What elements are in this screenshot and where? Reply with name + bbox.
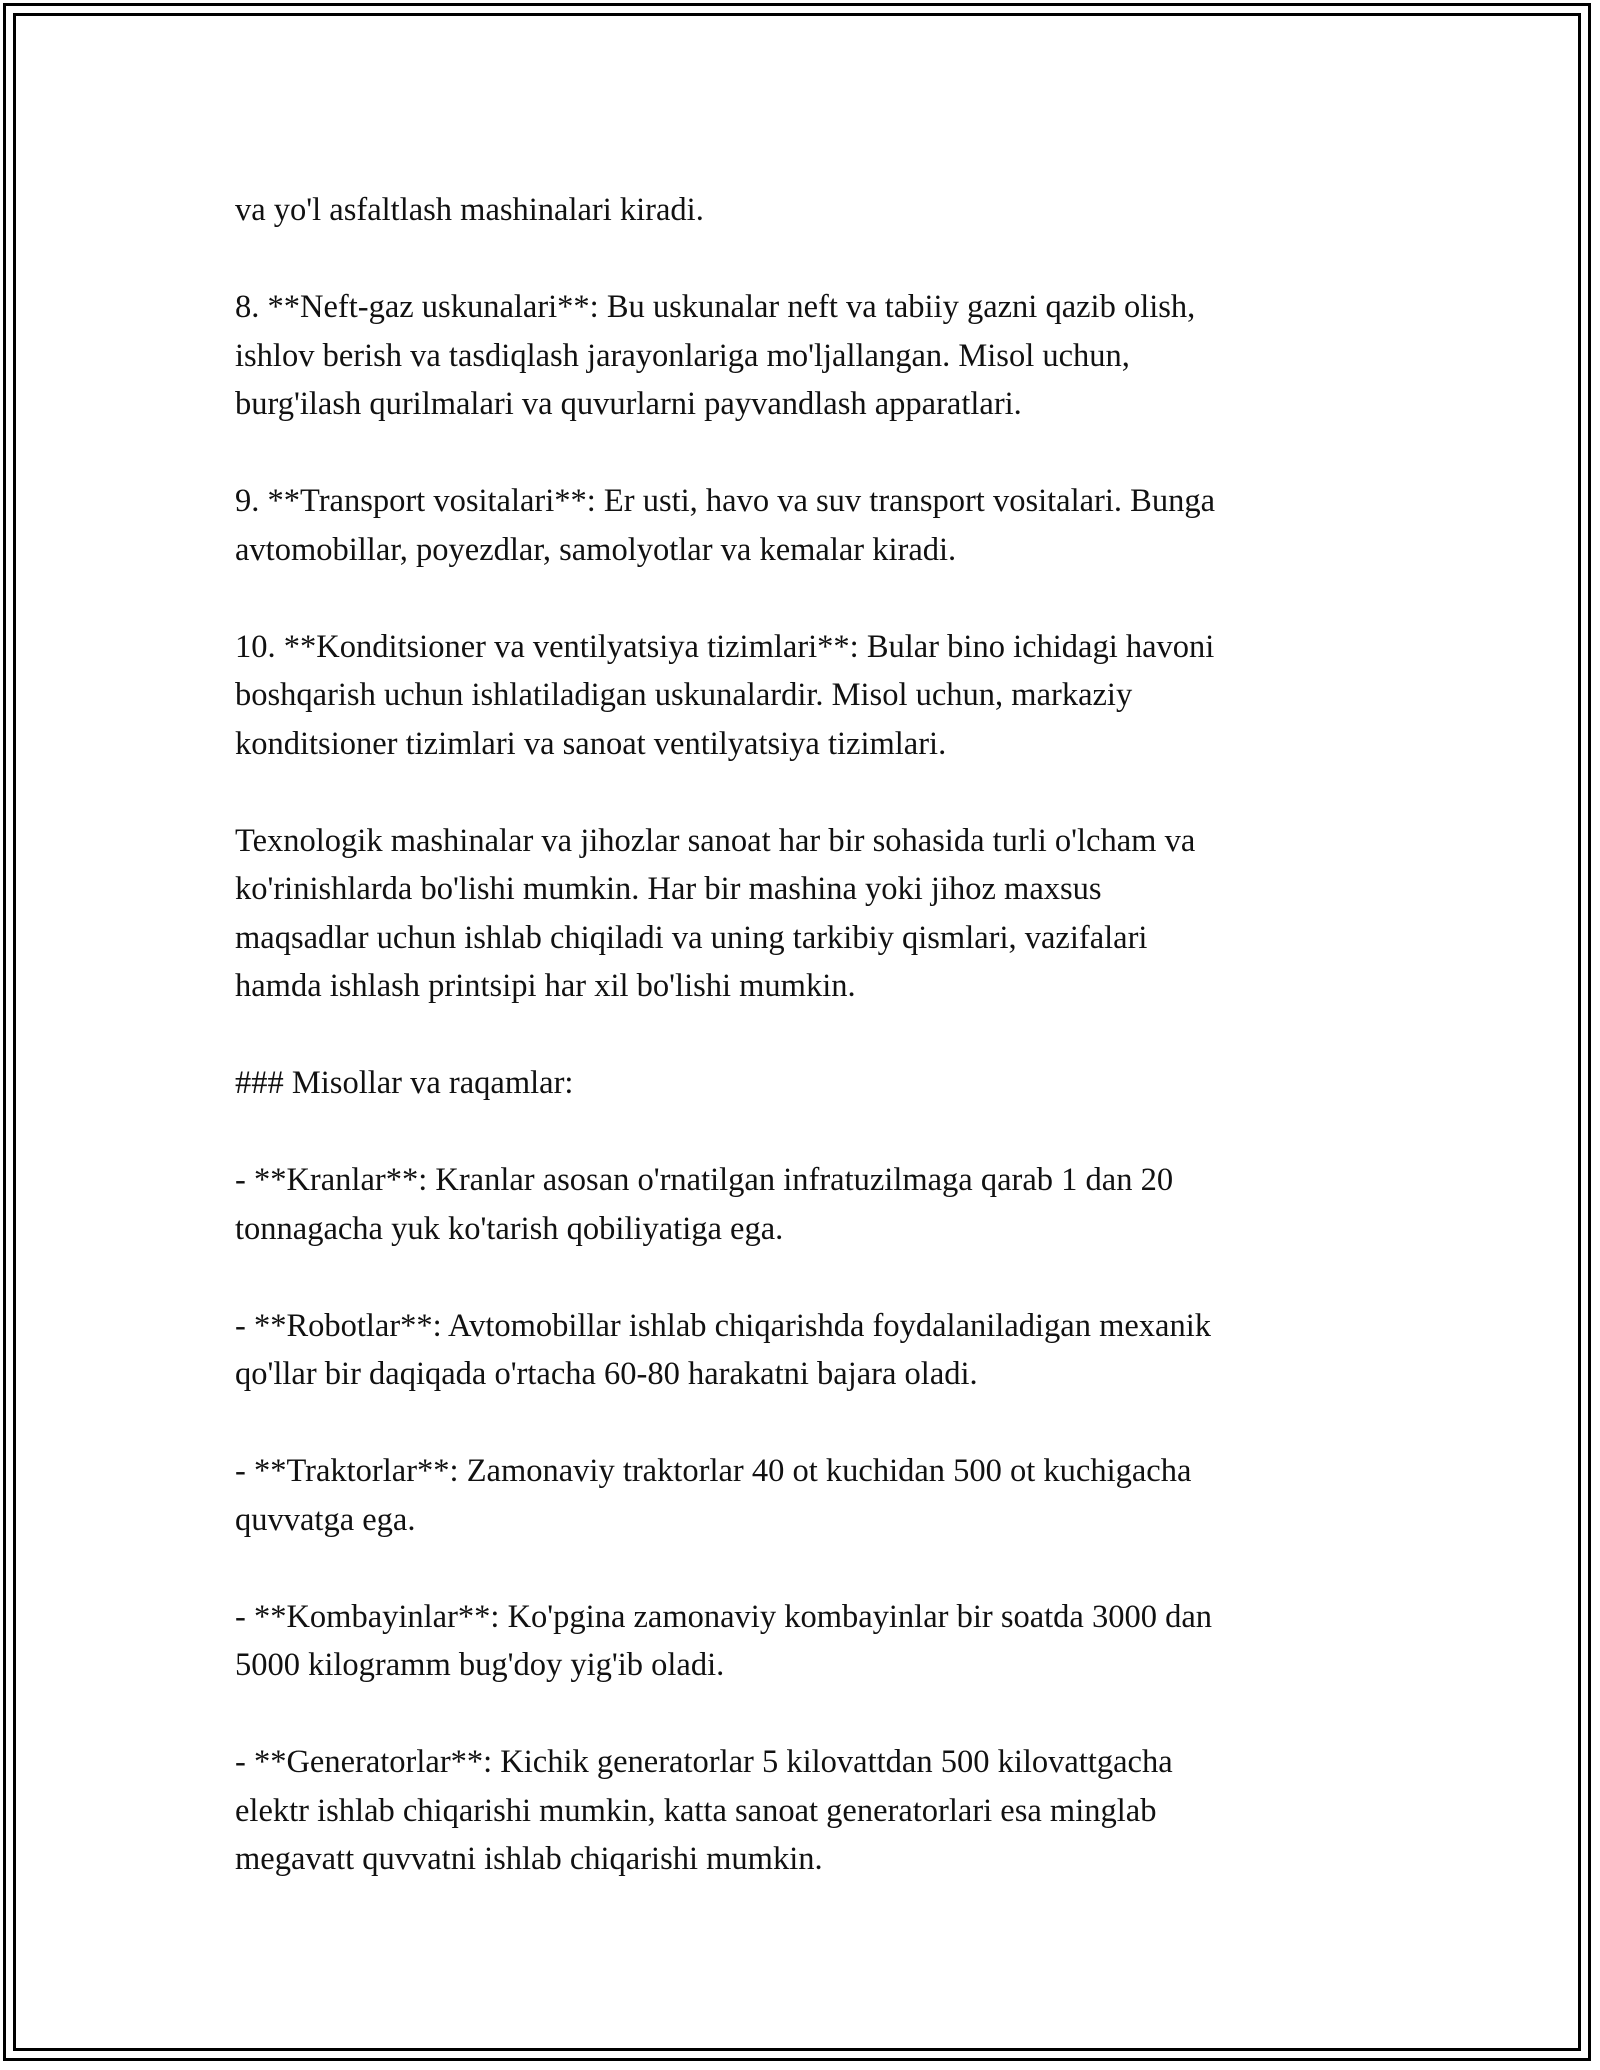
list-item-tractors — [235, 1447, 1365, 1544]
text-line: - **Generatorlar**: Kichik generatorlar 5 kilovattdan 500 kilovattgacha — [235, 1744, 1173, 1780]
text-line: hamda ishlash printsipi har xil bo'lishi mumkin. — [235, 968, 856, 1004]
section-heading — [235, 1059, 1365, 1108]
paragraph-item-10-hvac — [235, 623, 1365, 769]
text-line: ishlov berish va tasdiqlash jarayonlariga mo'ljallangan. Misol uchun, — [235, 337, 1130, 374]
text-line: 10. **Konditsioner va ventilyatsiya tizimlari**: Bular bino ichidagi havoni — [235, 628, 1215, 665]
list-item-combines — [235, 1593, 1365, 1690]
text-line: qo'llar bir daqiqada o'rtacha 60-80 harakatni bajara oladi. — [235, 1356, 978, 1392]
list-item-cranes — [235, 1156, 1365, 1253]
document-body — [235, 186, 1365, 1932]
text-line: tonnagacha yuk ko'tarish qobiliyatiga ega. — [235, 1210, 784, 1247]
text-line: boshqarish uchun ishlatiladigan uskunalardir. Misol uchun, markaziy — [235, 677, 1133, 713]
list-item-generators — [235, 1738, 1365, 1884]
text-line: - **Robotlar**: Avtomobillar ishlab chiqarishda foydalaniladigan mexanik — [235, 1307, 1211, 1344]
text-line: 9. **Transport vositalari**: Er usti, havo va suv transport vositalari. Bunga — [235, 483, 1215, 519]
text-line: elektr ishlab chiqarishi mumkin, katta sanoat generatorlari esa minglab — [235, 1792, 1157, 1829]
paragraph-intro-continuation — [235, 186, 1365, 235]
paragraph-summary — [235, 817, 1365, 1011]
text-line: konditsioner tizimlari va sanoat ventilyatsiya tizimlari. — [235, 725, 947, 762]
paragraph-item-8-oil-gas — [235, 283, 1365, 429]
text-line: megavatt quvvatni ishlab chiqarishi mumkin. — [235, 1841, 823, 1877]
text-line: burg'ilash qurilmalari va quvurlarni payvandlash apparatlari. — [235, 386, 1022, 422]
text-line: maqsadlar uchun ishlab chiqiladi va uning tarkibiy qismlari, vazifalari — [235, 919, 1148, 956]
text-line: avtomobillar, poyezdlar, samolyotlar va kemalar kiradi. — [235, 531, 957, 568]
text-line: - **Kombayinlar**: Ko'pgina zamonaviy kombayinlar bir soatda 3000 dan — [235, 1598, 1213, 1635]
text-line: quvvatga ega. — [235, 1501, 416, 1538]
text-line: ko'rinishlarda bo'lishi mumkin. Har bir mashina yoki jihoz maxsus — [235, 871, 1102, 907]
text-line: 8. **Neft-gaz uskunalari**: Bu uskunalar neft va tabiiy gazni qazib olish, — [235, 289, 1196, 325]
text-line: 5000 kilogramm bug'doy yig'ib oladi. — [235, 1647, 725, 1683]
paragraph-item-9-transport — [235, 477, 1365, 574]
list-item-robots — [235, 1302, 1365, 1399]
text-line: va yo'l asfaltlash mashinalari kiradi. — [235, 192, 704, 228]
text-line: - **Kranlar**: Kranlar asosan o'rnatilgan infratuzilmaga qarab 1 dan 20 — [235, 1162, 1174, 1198]
text-line: - **Traktorlar**: Zamonaviy traktorlar 40 ot kuchidan 500 ot kuchigacha — [235, 1453, 1192, 1489]
heading-line: ### Misollar va raqamlar: — [235, 1065, 574, 1101]
text-line: Texnologik mashinalar va jihozlar sanoat har bir sohasida turli o'lcham va — [235, 822, 1196, 859]
